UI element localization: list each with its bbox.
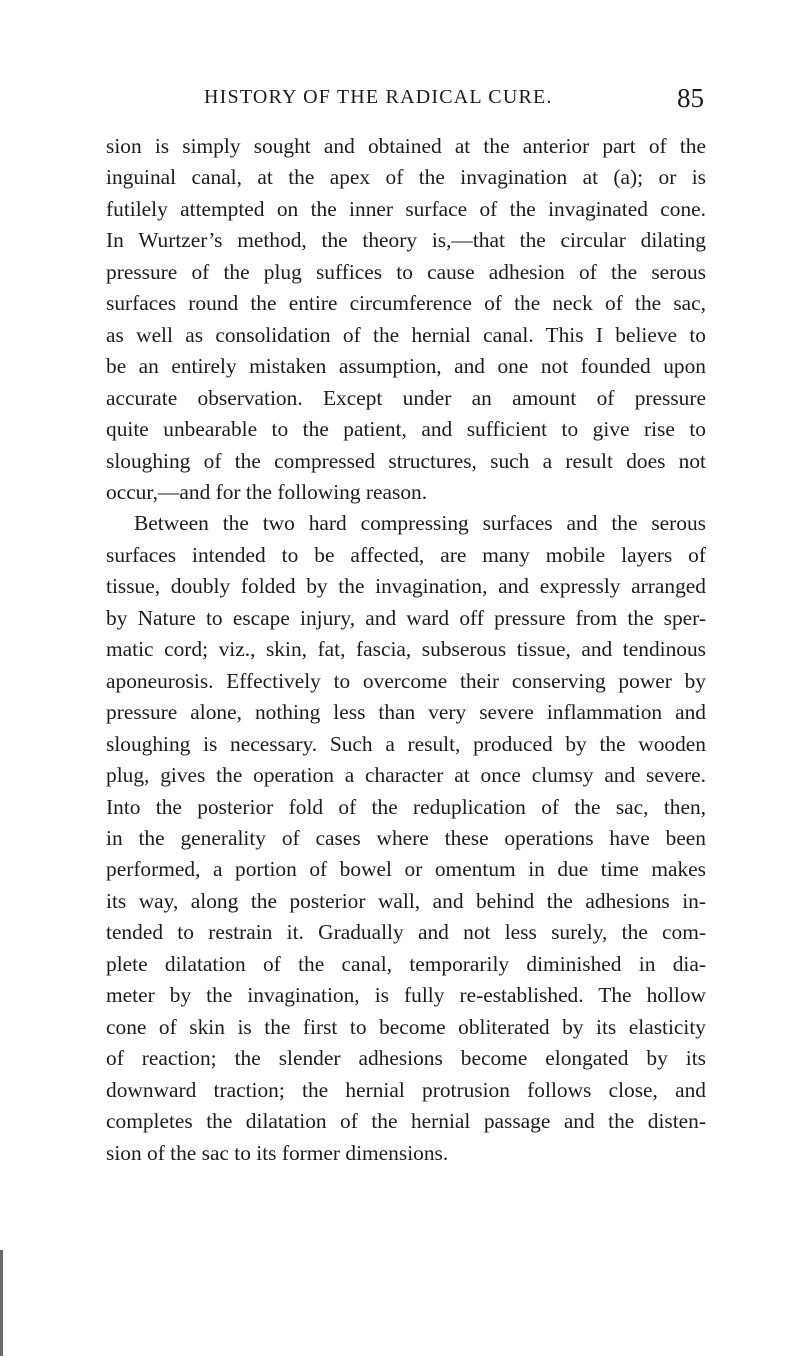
text-line: inguinal canal, at the apex of the invagination at (a); or is <box>106 165 706 190</box>
text-line: completes the dilatation of the hernial passage and the disten- <box>106 1109 706 1134</box>
text-line: plete dilatation of the canal, temporarily diminished in dia- <box>106 951 706 976</box>
text-line: surfaces intended to be affected, are many mobile layers of <box>106 542 706 567</box>
text-line: pressure of the plug suffices to cause adhesion of the serous <box>106 259 706 284</box>
text-line: be an entirely mistaken assumption, and one not founded upon <box>106 354 706 379</box>
text-line: quite unbearable to the patient, and sufficient to give rise to <box>106 417 706 442</box>
running-title: HISTORY OF THE RADICAL CURE. <box>204 86 553 108</box>
text-line: of reaction; the slender adhesions become elongated by its <box>106 1046 706 1071</box>
text-line: sion is simply sought and obtained at the anterior part of the <box>106 134 706 158</box>
text-line: sloughing is necessary. Such a result, produced by the wooden <box>106 731 706 756</box>
text-line: meter by the invagination, is fully re-established. The hollow <box>106 983 706 1008</box>
text-line: by Nature to escape injury, and ward off pressure from the sper- <box>106 605 706 630</box>
page-edge-shadow <box>0 1250 3 1356</box>
text-line: tended to restrain it. Gradually and not less surely, the com- <box>106 920 706 945</box>
page-number: 85 <box>677 83 704 113</box>
text-line: sloughing of the compressed structures, such a result does not <box>106 448 706 473</box>
text-line: surfaces round the entire circumference of the neck of the sac, <box>106 291 706 316</box>
text-line: tissue, doubly folded by the invagination, and expressly arranged <box>106 574 706 599</box>
text-line: in the generality of cases where these operations have been <box>106 825 706 850</box>
text-line: pressure alone, nothing less than very severe inflammation and <box>106 700 706 725</box>
body-text <box>106 131 706 1169</box>
text-line: its way, along the posterior wall, and behind the adhesions in- <box>106 888 706 913</box>
text-line: Into the posterior fold of the reduplication of the sac, then, <box>106 794 706 819</box>
text-line: matic cord; viz., skin, fat, fascia, subserous tissue, and tendinous <box>106 637 706 662</box>
text-line: Between the two hard compressing surfaces and the serous <box>134 511 706 536</box>
text-line: futilely attempted on the inner surface of the invaginated cone. <box>106 196 706 221</box>
text-line: In Wurtzer’s method, the theory is,—that the circular dilating <box>106 228 706 253</box>
text-line: performed, a portion of bowel or omentum in due time makes <box>106 857 706 882</box>
text-line: downward traction; the hernial protrusion follows close, and <box>106 1077 706 1102</box>
text-line: cone of skin is the first to become obliterated by its elasticity <box>106 1014 706 1039</box>
text-line: sion of the sac to its former dimensions. <box>106 1140 449 1165</box>
text-line: accurate observation. Except under an amount of pressure <box>106 385 706 410</box>
text-line: aponeurosis. Effectively to overcome their conserving power by <box>106 668 706 693</box>
text-line: occur,—and for the following reason. <box>106 479 428 504</box>
text-line: plug, gives the operation a character at once clumsy and severe. <box>106 763 706 788</box>
running-head <box>106 84 704 116</box>
text-line: as well as consolidation of the hernial canal. This I believe to <box>106 322 706 347</box>
